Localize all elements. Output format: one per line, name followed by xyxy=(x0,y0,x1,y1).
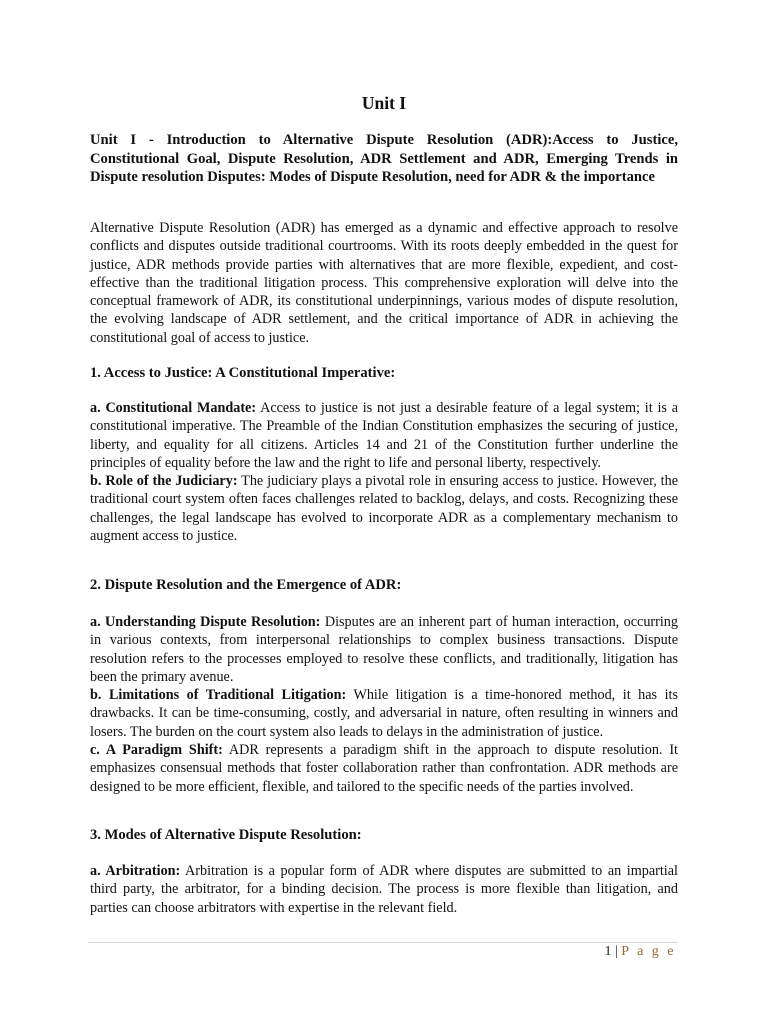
page-label: P a g e xyxy=(621,944,676,959)
section-3-item-a xyxy=(90,862,678,917)
footer-divider xyxy=(88,942,678,943)
page-title: Unit I xyxy=(361,93,407,113)
item-lead: a. Constitutional Mandate: xyxy=(90,400,257,416)
item-text: Arbitration is a popular form of ADR where disputes are submitted to an impartial third party, the arbitrator, for a binding decision. The process is more flexible than litigation, and parties can choose arbitrators with expertise in the relevant field. xyxy=(90,863,678,916)
section-heading-1: 1. Access to Justice: A Constitutional Imperative: xyxy=(90,365,396,381)
section-1-item-b xyxy=(90,472,678,545)
item-text: Access to justice is not just a desirable feature of a legal system; it is a constitutional imperative. The Preamble of the Indian Constitution emphasizes the securing of justice, liberty, and equality for all citizens. Articles 14 and 21 of the Constitution further underline the principles of equality before the law and the right to life and personal liberty, respectively. xyxy=(90,400,679,471)
item-text: Disputes are an inherent part of human interaction, occurring in various contexts, from interpersonal relationships to complex business transactions. Dispute resolution refers to the processes employed to resolve these conflicts, and traditionally, litigation has been the primary avenue. xyxy=(90,614,678,685)
page-number: 1 xyxy=(604,944,612,959)
item-text: The judiciary plays a pivotal role in ensuring access to justice. However, the traditional court system often faces challenges related to backlog, delays, and costs. Recognizing these challenges, the legal landscape has evolved to incorporate ADR as a complementary mechanism to augment access to justice. xyxy=(90,473,678,545)
item-lead: a. Understanding Dispute Resolution: xyxy=(90,614,321,630)
unit-subtitle: Unit I - Introduction to Alternative Dispute Resolution (ADR):Access to Justice, Constitutional Goal, Dispute Resolution, ADR Settlement and ADR, Emerging Trends in Dispute resolution Disputes: Modes of Dispute Resolution, need for ADR & the importance xyxy=(90,132,678,186)
section-2-item-c xyxy=(90,741,678,796)
section-body-3 xyxy=(90,862,678,917)
intro-paragraph: Alternative Dispute Resolution (ADR) has emerged as a dynamic and effective approach to resolve conflicts and disputes outside traditional courtrooms. With its roots deeply embedded in the quest for justice, ADR methods provide parties with alternatives that are more flexible, expedient, and cost-effective than the traditional litigation process. This comprehensive exploration will delve into the conceptual framework of ADR, its constitutional underpinnings, various modes of dispute resolution, the evolving landscape of ADR settlement, and the critical importance of ADR in achieving the constitutional goal of access to justice. xyxy=(90,220,678,346)
section-1-item-a xyxy=(90,399,678,472)
section-2-item-b xyxy=(90,686,678,741)
item-lead: c. A Paradigm Shift: xyxy=(90,742,223,759)
section-heading-3: 3. Modes of Alternative Dispute Resolution: xyxy=(90,827,362,843)
page-footer xyxy=(604,944,676,960)
item-text: While litigation is a time-honored method, it has its drawbacks. It can be time-consuming, costly, and adversarial in nature, often resulting in winners and losers. The burden on the court system also leads to delays in the administration of justice. xyxy=(90,687,678,740)
section-body-2 xyxy=(90,613,678,796)
section-heading-2: 2. Dispute Resolution and the Emergence of ADR: xyxy=(90,577,402,593)
section-body-1 xyxy=(90,399,678,545)
item-lead: b. Role of the Judiciary: xyxy=(90,473,238,490)
section-2-item-a xyxy=(90,613,678,686)
page-separator: | xyxy=(611,944,622,959)
item-lead: a. Arbitration: xyxy=(90,863,181,879)
item-text: ADR represents a paradigm shift in the approach to dispute resolution. It emphasizes consensual methods that foster collaboration rather than confrontation. ADR methods are designed to be more efficient, flexible, and tailored to the specific needs of the parties involved. xyxy=(90,742,678,795)
item-lead: b. Limitations of Traditional Litigation: xyxy=(90,687,347,704)
